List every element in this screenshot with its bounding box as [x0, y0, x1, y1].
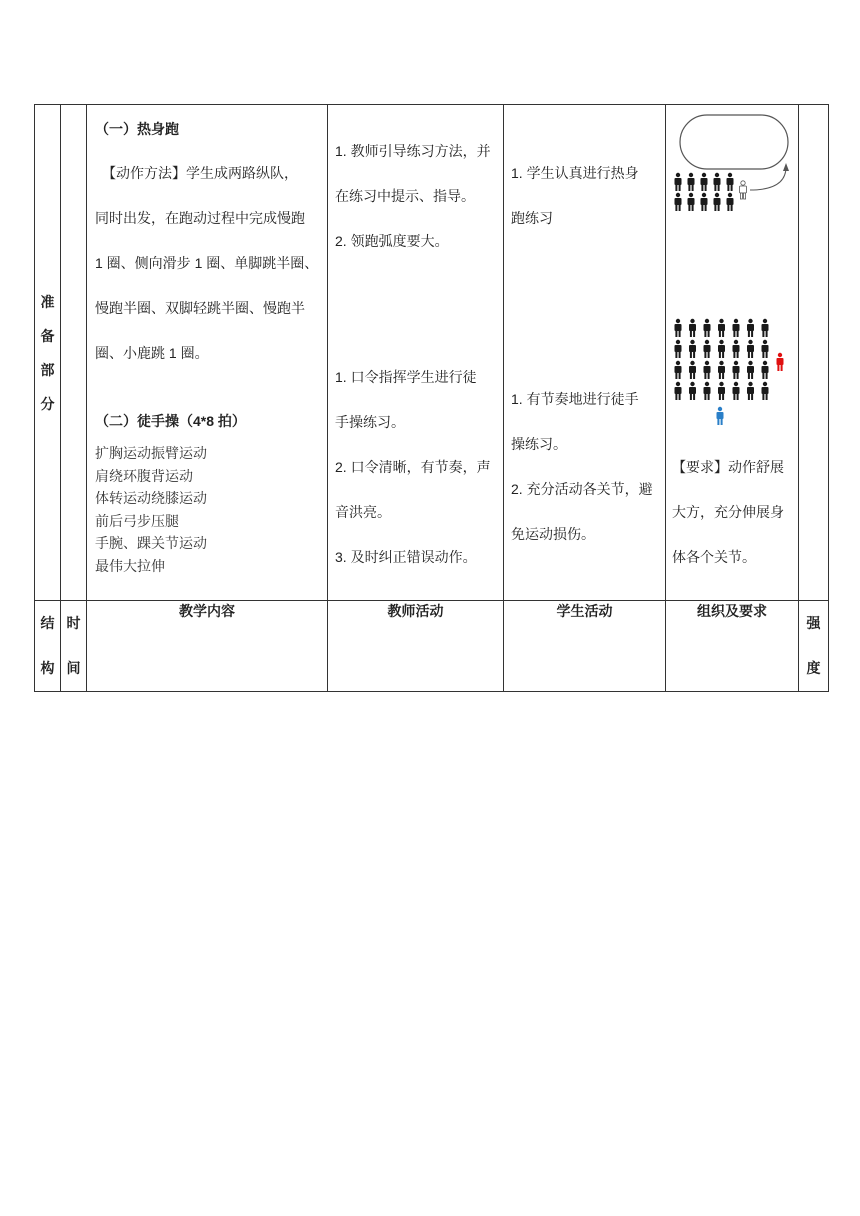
- student-figure: [701, 173, 708, 191]
- header-organization: 组织及要求: [666, 601, 799, 692]
- structure-cell: [35, 105, 61, 601]
- exercise-item: 肩绕环腹背运动: [95, 468, 193, 485]
- warmup-method-text: [95, 151, 325, 376]
- teacher-line: 2. 领跑弧度要大。: [335, 233, 449, 249]
- structure-char: 准: [40, 293, 55, 310]
- student-figure: [733, 319, 740, 337]
- header-time: [61, 601, 87, 692]
- leader-figure-red: [777, 353, 784, 371]
- teacher-figure-blue: [717, 407, 724, 425]
- calisthenics-list: [95, 443, 207, 578]
- student-figure: [675, 361, 682, 379]
- teacher-block-warmup: [335, 129, 491, 264]
- method-line: 1 圈、侧向滑步 1 圈、单脚跳半圈、: [95, 255, 319, 271]
- student-line: 免运动损伤。: [511, 526, 595, 542]
- header-char: 度: [806, 660, 821, 676]
- header-structure: [35, 601, 61, 692]
- organization-requirement: [672, 445, 784, 580]
- teacher-line: 音洪亮。: [335, 504, 391, 520]
- student-figure: [747, 319, 754, 337]
- student-figure: [762, 340, 769, 358]
- student-figure: [675, 382, 682, 400]
- student-block-calisthenics: [511, 377, 653, 557]
- student-figure: [714, 173, 721, 191]
- preparation-row: [35, 105, 829, 601]
- student-figure: [747, 340, 754, 358]
- student-block-warmup: [511, 151, 639, 241]
- teacher-block-calisthenics: [335, 355, 491, 580]
- method-line: 同时出发，在跑动过程中完成慢跑: [95, 210, 305, 226]
- header-char: 时: [66, 615, 81, 631]
- exercise-item: 前后弓步压腿: [95, 513, 179, 530]
- student-line: 跑练习: [511, 210, 553, 226]
- structure-char: 备: [40, 327, 55, 344]
- header-char: 构: [40, 660, 55, 676]
- student-figure: [675, 319, 682, 337]
- student-figure: [762, 382, 769, 400]
- arrow-head: [783, 163, 789, 171]
- student-figure: [689, 319, 696, 337]
- calisthenics-title: （二）徒手操（4*8 拍）: [95, 413, 246, 429]
- student-figure: [688, 193, 695, 211]
- student-figure: [718, 319, 725, 337]
- content-cell: [87, 105, 328, 601]
- exercise-item: 体转运动绕膝运动: [95, 491, 207, 507]
- header-row: [35, 601, 829, 692]
- student-figure: [689, 382, 696, 400]
- requirement-line: 【要求】动作舒展: [672, 459, 784, 475]
- student-line: 2. 充分活动各关节，避: [511, 481, 653, 497]
- student-figure: [688, 173, 695, 191]
- student-figure: [718, 361, 725, 379]
- exercise-item: 扩胸运动振臂运动: [95, 446, 207, 462]
- header-intensity: [799, 601, 829, 692]
- student-figure: [704, 340, 711, 358]
- track-oval: [680, 115, 788, 169]
- student-figure: [675, 340, 682, 358]
- teacher-line: 在练习中提示、指导。: [335, 188, 475, 204]
- student-figure: [747, 382, 754, 400]
- intensity-cell: [799, 105, 829, 601]
- method-line: 圈、小鹿跳 1 圈。: [95, 345, 209, 361]
- student-figure: [701, 193, 708, 211]
- student-figure: [675, 193, 682, 211]
- method-line: 慢跑半圈、双脚轻跳半圈、慢跑半: [95, 300, 305, 316]
- structure-label: [35, 105, 60, 600]
- structure-char: 分: [40, 395, 55, 412]
- student-figure: [675, 173, 682, 191]
- lesson-plan-table: [34, 104, 829, 692]
- student-figure: [714, 193, 721, 211]
- student-figure: [747, 361, 754, 379]
- student-figure: [733, 382, 740, 400]
- header-student: 学生活动: [504, 601, 666, 692]
- method-line: 【动作方法】学生成两路纵队，: [95, 165, 298, 181]
- student-figure: [762, 319, 769, 337]
- exercise-item: 手腕、踝关节运动: [95, 536, 207, 552]
- header-content: 教学内容: [87, 601, 328, 692]
- requirement-line: 体各个关节。: [672, 549, 756, 565]
- teacher-line: 手操练习。: [335, 414, 405, 430]
- student-line: 1. 有节奏地进行徒手: [511, 391, 639, 407]
- header-teacher: 教师活动: [328, 601, 504, 692]
- student-line: 操练习。: [511, 436, 567, 452]
- student-figure: [733, 340, 740, 358]
- student-figure: [689, 361, 696, 379]
- time-cell: [61, 105, 87, 601]
- teacher-activity-cell: [328, 105, 504, 601]
- run-direction-arrow: [750, 167, 786, 190]
- student-figure: [727, 193, 734, 211]
- teacher-line: 1. 教师引导练习方法，并: [335, 143, 491, 159]
- student-figure: [727, 173, 734, 191]
- header-char: 结: [40, 615, 55, 631]
- teacher-line: 2. 口令清晰，有节奏，声: [335, 459, 491, 475]
- student-activity-cell: [504, 105, 666, 601]
- student-figure: [718, 382, 725, 400]
- teacher-line: 3. 及时纠正错误动作。: [335, 549, 477, 565]
- student-figure: [762, 361, 769, 379]
- calisthenics-formation-diagram: [670, 317, 795, 427]
- structure-char: 部: [40, 361, 55, 378]
- exercise-item: 最伟大拉伸: [95, 558, 165, 575]
- student-figure: [718, 340, 725, 358]
- student-figure: [733, 361, 740, 379]
- header-char: 强: [806, 615, 821, 631]
- organization-cell: [666, 105, 799, 601]
- warmup-run-title: （一）热身跑: [95, 121, 179, 137]
- student-figure: [704, 382, 711, 400]
- student-figure: [704, 361, 711, 379]
- student-figure: [704, 319, 711, 337]
- running-track-diagram: [670, 111, 795, 211]
- requirement-line: 大方，充分伸展身: [672, 504, 784, 520]
- student-line: 1. 学生认真进行热身: [511, 165, 639, 181]
- student-figure: [689, 340, 696, 358]
- teacher-line: 1. 口令指挥学生进行徒: [335, 369, 477, 385]
- leader-figure: [740, 181, 747, 199]
- header-char: 间: [66, 660, 81, 676]
